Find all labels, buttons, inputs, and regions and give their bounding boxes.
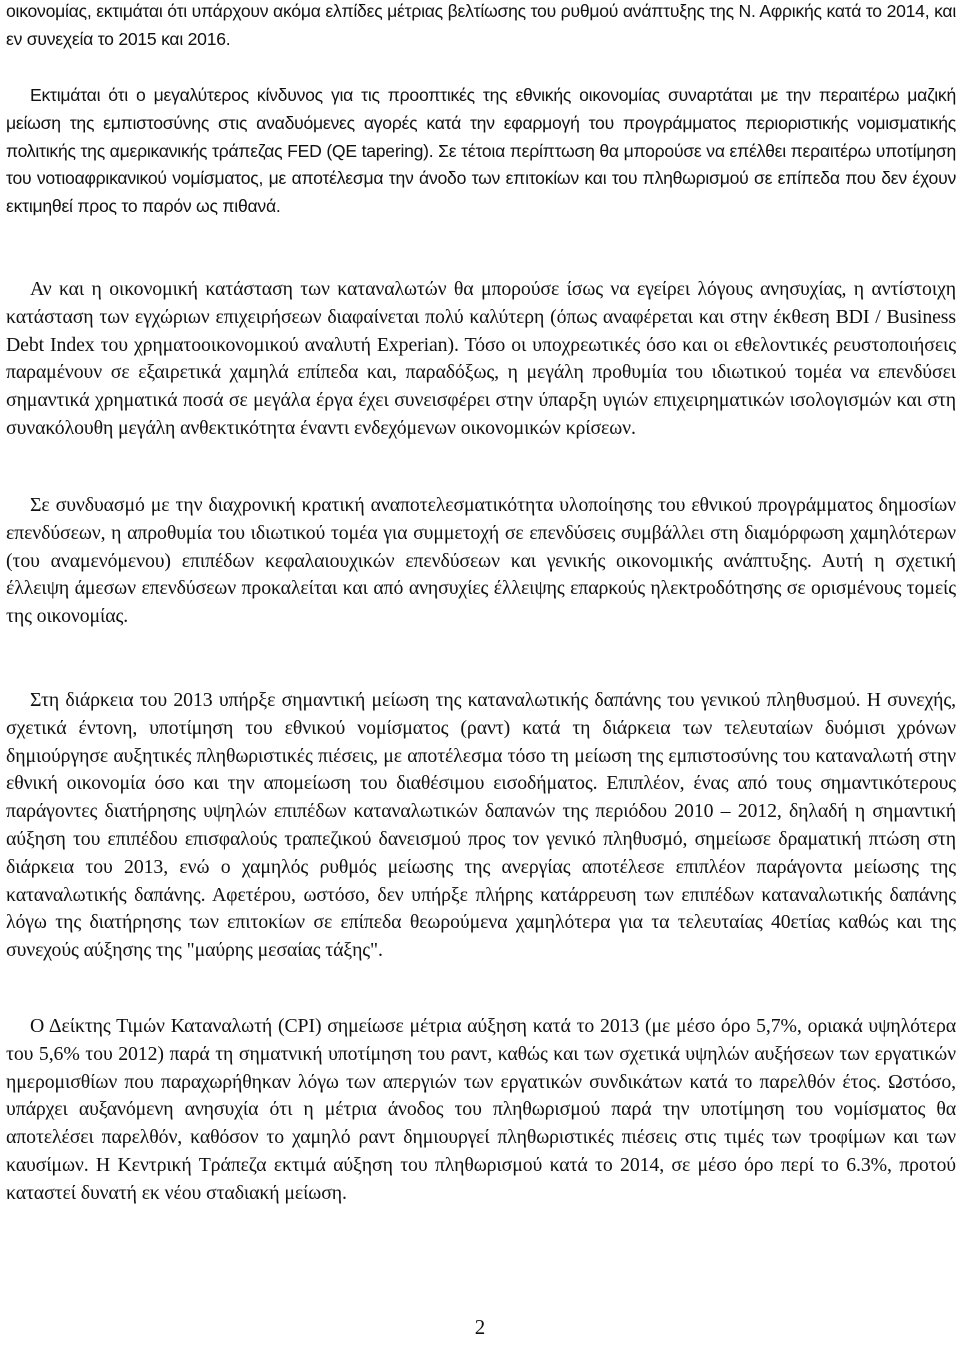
- paragraph-investment: Σε συνδυασμό με την διαχρονική κρατική αναποτελεσματικότητα υλοποίησης του εθνικού προγράμματος δημοσίων επενδύσεων, η απροθυμία του ιδιωτικού τομέα για συμμετοχή σε επενδύσεις συμβάλλει στη διαμόρφωση χαμηλότερων (του αναμενόμενου) επιπέδων κεφαλαιουχικών επενδύσεων και γενικής οικονομικής ανάπτυξης. Αυτή η σχετική έλλειψη άμεσων επενδύσεων προκαλείται και από ανησυχίες έλλειψης επαρκούς ηλεκτροδότησης σε ορισμένους τομείς της οικονομίας.: [6, 494, 956, 628]
- paragraph-continuation: οικονομίας, εκτιμάται ότι υπάρχουν ακόμα ελπίδες μέτριας βελτίωσης του ρυθμού ανάπτυξης της Ν. Αφρικής κατά το 2014, και εν συνεχεία το 2015 και 2016.: [6, 1, 956, 49]
- paragraph-risk-assessment: Εκτιμάται ότι ο μεγαλύτερος κίνδυνος για τις προοπτικές της εθνικής οικονομίας συναρτάται με την περαιτέρω μαζική μείωση της εμπιστοσύνης στις αναδυόμενες αγορές κατά την εφαρμογή του προγράμματος περιοριστικής νομισματικής πολιτικής της αμερικανικής τράπεζας FED (QE tapering). Σε τέτοια περίπτωση θα μπορούσε να επέλθει περαιτέρω υποτίμηση του νοτιοαφρικανικού νομίσματος, με αποτέλεσμα την άνοδο των επιτοκίων και του πληθωρισμού σε επίπεδα που δεν έχουν εκτιμηθεί προς το παρόν ως πιθανά.: [6, 85, 956, 217]
- page-number: 2: [474, 1315, 486, 1339]
- paragraph-consumer-spending: Στη διάρκεια του 2013 υπήρξε σημαντική μείωση της καταναλωτικής δαπάνης του γενικού πληθυσμού. Η συνεχής, σχετικά έντονη, υποτίμηση του εθνικού νομίσματος (ραντ) κατά τη διάρκεια των τελευταίων δυόμισι χρόνων δημιούργησε αυξητικές πληθωριστικές πιέσεις, με αποτέλεσμα τόσο τη μείωση της εμπιστοσύνης του καταναλωτή στην εθνική οικονομία όσο και την απομείωση του διαθέσιμου εισοδήματος. Επιπλέον, ένας από τους σημαντικότερους παράγοντες διατήρησης υψηλών επιπέδων καταναλωτικών δαπανών της περιόδου 2010 – 2012, δηλαδή η σημαντική αύξηση του επιπέδου επισφαλούς τραπεζικού δανεισμού προς τον γενικό πληθυσμό, σημείωσε δραματική πτώση στη διάρκεια του 2013, ενώ ο χαμηλός ρυθμός μείωσης της ανεργίας αποτέλεσε επιπλέον παράγοντα μείωσης της καταναλωτικής δαπάνης. Αφετέρου, ωστόσο, δεν υπήρξε πλήρης κατάρρευση των επιπέδων καταναλωτικής δαπάνης λόγω της διατήρησης των επιτοκίων σε επίπεδα θεωρούμενα χαμηλότερα για τα τελευταίας 40ετίας καθώς και της συνεχούς αύξησης της "μαύρης μεσαίας τάξης".: [6, 689, 956, 962]
- paragraph-inflation: Ο Δείκτης Τιμών Καταναλωτή (CPI) σημείωσε μέτρια αύξηση κατά το 2013 (με μέσο όρο 5,7%, οριακά υψηλότερα του 5,6% του 2012) παρά τη σηματνική υποτίμηση του ραντ, καθώς και των σχετικά υψηλών αυξήσεων των εργατικών ημερομισθίων που παραχωρήθηκαν λόγω των απεργιών των εργατικών συνδικάτων κατά το παρελθόν έτος. Ωστόσο, υπάρχει αυξανόμενη ανησυχία ότι η μέτρια άνοδος του πληθωρισμού παρά την υποτίμηση του νομίσματος θα αποτελέσει παρελθόν, καθόσον το χαμηλό ραντ δημιουργεί πληθωριστικές πιέσεις στις τιμές των τροφίμων και των καυσίμων. Η Κεντρική Τράπεζα εκτιμά αύξηση του πληθωρισμού κατά το 2014, σε μέσο όρο περί το 6.3%, προτού καταστεί δυνατή εκ νέου σταδιακή μείωση.: [6, 1015, 956, 1204]
- paragraph-business-conditions: Αν και η οικονομική κατάσταση των καταναλωτών θα μπορούσε ίσως να εγείρει λόγους ανησυχίας, η αντίστοιχη κατάσταση των εγχώριων επιχειρήσεων διαφαίνεται πολύ καλύτερη (όπως αναφέρεται και στην έκθεση BDI / Business Debt Index του χρηματοοικονομικού αναλυτή Experian). Τόσο οι υποχρεωτικές όσο και οι εθελοντικές ρευστοποιήσεις παραμένουν σε εξαιρετικά χαμηλά επίπεδα και, παραδόξως, η μεγάλη προθυμία του ιδιωτικού τομέα να επενδύσει σημαντικά χρηματικά ποσά σε μεγάλα έργα έχει συνεισφέρει στην ύπαρξη υγιών επιχειρηματικών ισολογισμών και στη συνακόλουθη μεγάλη ανθεκτικότητα έναντι ενδεχόμενων οικονομικών κρίσεων.: [6, 278, 956, 439]
